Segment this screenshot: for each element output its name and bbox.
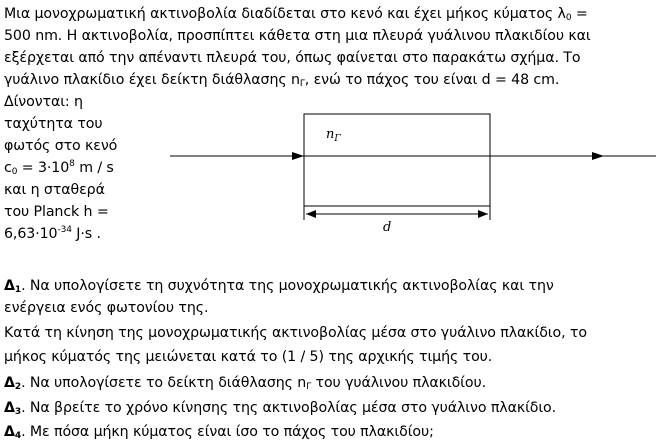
thickness-arrow-right bbox=[478, 210, 488, 218]
intro-line-2: 500 nm. Η ακτινοβολία, προσπίπτει κάθετα στη μια πλευρά γυάλινου πλακιδίου και bbox=[4, 28, 591, 44]
question-d1-cont: ενέργεια ενός φωτονίου της. bbox=[4, 300, 209, 316]
given-line-2: ταχύτητα του bbox=[4, 116, 103, 132]
question-d3: $\Delta_3$. Να βρείτε το χρόνο κίνησης της ακτινοβολίας μέσα στο γυάλινο πλακίδιο. bbox=[4, 400, 557, 417]
refractive-index-label: $n_\Gamma$ bbox=[326, 127, 341, 144]
question-d2: $\Delta_2$. Να υπολογίσετε το δείκτη διάθλασης $n_\Gamma$ του γυάλινου πλακιδίου. bbox=[4, 375, 486, 392]
incident-arrow-head bbox=[292, 152, 304, 160]
given-line-1: Δίνονται: η bbox=[4, 94, 83, 110]
glass-plate-figure bbox=[168, 108, 658, 238]
given-line-5: και η σταθερά bbox=[4, 182, 105, 198]
question-d1: $\Delta_1$. Να υπολογίσετε τη συχνότητα της μονοχρωματικής ακτινοβολίας και την bbox=[4, 278, 554, 295]
given-line-6: του Planck h = bbox=[4, 204, 109, 220]
thickness-arrow-left bbox=[306, 210, 316, 218]
intro-line-3: εξέρχεται από την απέναντι πλευρά του, όπως φαίνεται στο παρακάτω σχήμα. Το bbox=[4, 50, 581, 66]
statement-line-2: μήκος κύματός της μειώνεται κατά το (1 / 5) της αρχικής τιμής του. bbox=[4, 349, 493, 365]
emergent-arrow-head bbox=[592, 152, 604, 160]
statement-line-1: Κατά τη κίνηση της μονοχρωματικής ακτινοβολίας μέσα στο γυάλινο πλακίδιο, το bbox=[4, 325, 587, 341]
given-line-3: φωτός στο κενό bbox=[4, 138, 118, 154]
thickness-label: d bbox=[383, 220, 392, 235]
intro-line-1: Μια μονοχρωματική ακτινοβολία διαδίδεται στο κενό και έχει μήκος κύματος $\lambda_0$ = bbox=[4, 6, 588, 23]
question-d4: $\Delta_4$. Με πόσα μήκη κύματος είναι ίσο το πάχος του πλακιδίου; bbox=[4, 424, 434, 441]
given-line-4: $c_0 = 3\cdot 10^8$ m / s bbox=[4, 159, 114, 177]
given-line-7: $6,63\cdot 10^{-34}$ J·s . bbox=[4, 225, 101, 242]
intro-line-4: γυάλινο πλακίδιο έχει δείκτη διάθλασης $n_\Gamma$, ενώ το πάχος του είναι d = 48 cm. bbox=[4, 72, 560, 89]
